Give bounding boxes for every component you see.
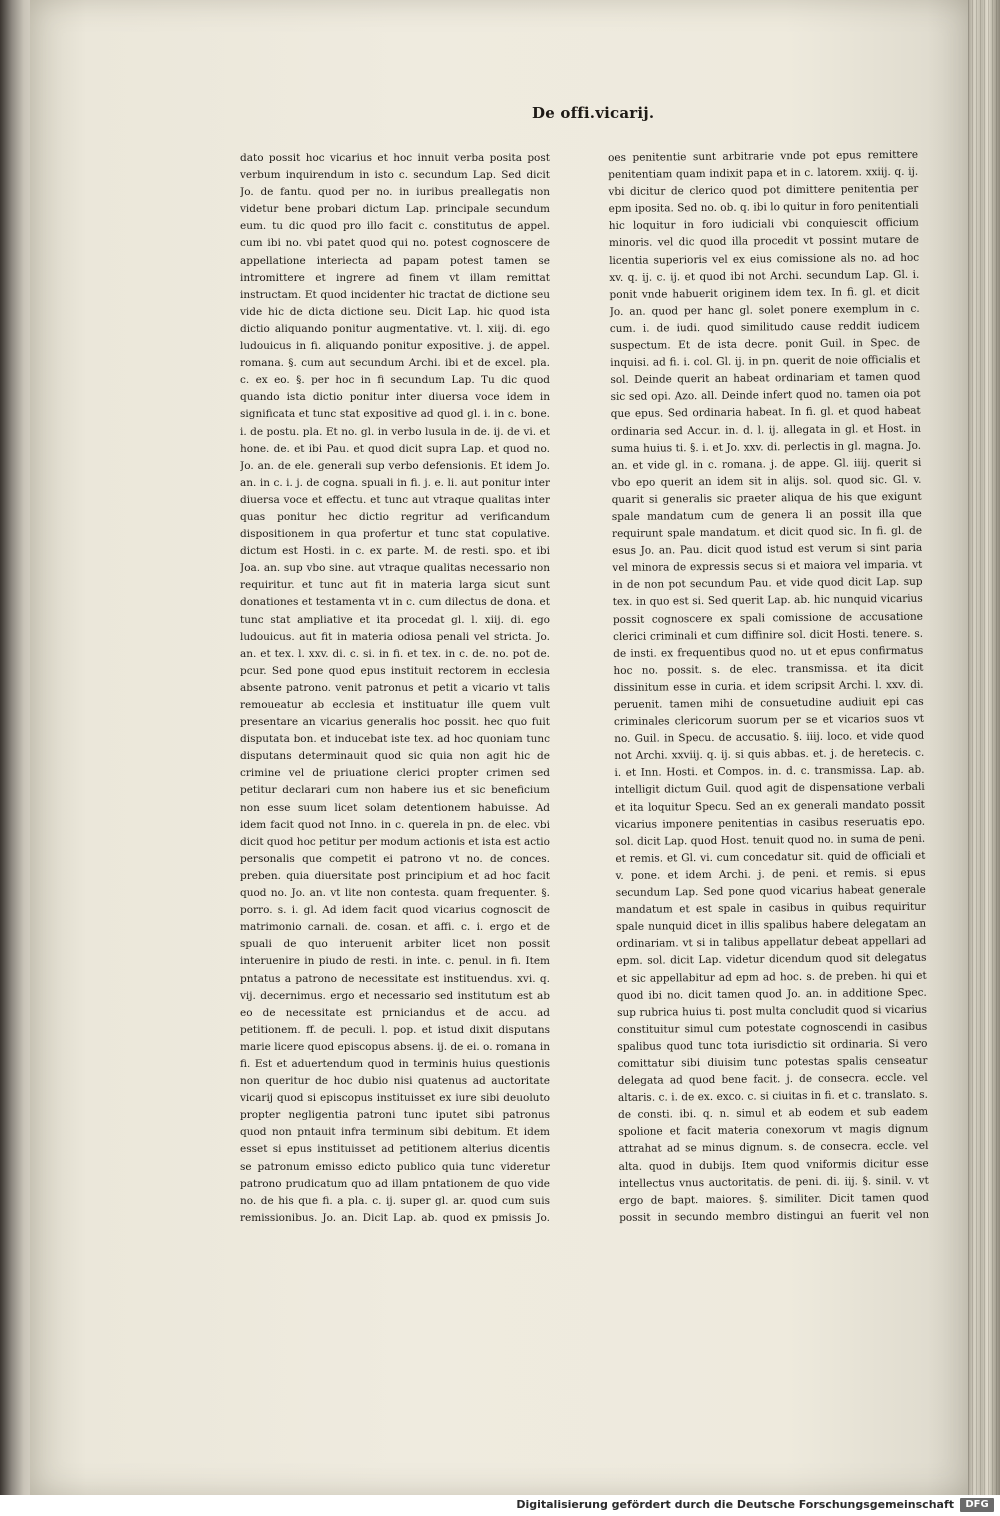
running-head: De offi.vicarij.: [532, 104, 655, 122]
right-column-text: [608, 147, 929, 1225]
book-fore-edge: [968, 0, 1000, 1495]
footer-bar: [0, 1495, 1000, 1516]
text-column-left: [240, 150, 550, 1225]
funding-credit: Digitalisierung gefördert durch die Deutsche Forschungsgemeinschaft: [516, 1498, 954, 1511]
right-column-body: oes penitentie sunt arbitrarie vnde pot epus remittere penitentiam quam indixit papa et in c. latorem. xxiij. q. ij. vbi dicitur de clerico quod pot dimittere penitentia per epm iposita. Sed no. ob. q. ibi lo quitur in foro penitentiali hic loquitur in foro iudiciali vbi conquiescit officium minoris. vel dic quod illa procedit vt possint mutare de licentia superioris vel ex eius comissione als no. ad hoc xv. q. ij. c. ij. et quod ibi not Archi. secundum Lap. Gl. i. ponit vnde habuerit originem idem tex. In fi. gl. et dicit Jo. an. quod per hanc gl. solet ponere exemplum in c. cum. i. de iudi. quod similitudo cause reddit iudicem suspectum. Et de ista decre. ponit Guil. in Spec. de inquisi. ad fi. i. col. Gl. ij. in pn. querit de noie officialis et sol. Deinde querit an habeat ordinariam et tamen quod sic sed opi. Azo. all. Deinde infert quod no. tamen oia pot que epus. Sed ordinaria habeat. In fi. gl. et quod habeat ordinaria sed Accur. in. d. l. ij. allegata in gl. et Host. in suma huius ti. §. i. et Jo. xxv. di. perlectis in gl. magna. Jo. an. et vide gl. in c. romana. j. de appe. Gl. iiij. querit si vbo epo querit an idem sit in alijs. sol. quod sic. Gl. v. quarit si generalis sic praeter aliqua de his que exigunt spale mandatum cum de genera li an possit illa que requirunt spale mandatum. et dicit quod sic. In fi. gl. de esus Jo. an. Pau. dicit quod istud est verum si sint paria vel minora de expressis secus si et maiora vel imparia. vt in de non pot secundum Pau. et vide quod dicit Lap. sup tex. in quo est si. Sed querit Lap. ab. hic nunquid vicarius possit cognoscere ex spali comissione de accusatione clerici criminali et cum diffinire sol. dicit Hosti. tenere. s. de insti. ex frequentibus quod no. ut et epus confirmatus hoc no. possit. s. de elec. transmissa. et ita dicit dissinitum esse in curia. et idem scripsit Archi. l. xxv. di. peruenit. tamen mihi de consuetudine audiuit epi cas criminales clericorum suorum per se et vicarios suos vt no. Guil. in Specu. de accusatio. §. iiij. loco. et vide quod not Archi. xxviij. q. ij. si quis abbas. et. j. de heretecis. c. i. et Inn. Hosti. et Compos. in. d. c. transmissa. Lap. ab. intelligit dictum Guil. quod agit de dispensatione verbali et ita loquitur Specu. Sed an ex generali mandato possit vicarius imponere penitentias in casibus reseruatis epo. sol. dicit Lap. quod Host. tenuit quod no. in suma de peni. et remis. et Gl. vi. cum concedatur sit. quid de officiali et v. pone. et idem Archi. j. de peni. et remis. si epus secundum Lap. Sed pone quod vicarius habeat generale mandatum et est spale in casibus in quibus requiritur spale nunquid dicet in illis spalibus habere delegatam an ordinariam. vt si in talibus appellatur debeat appellari ad epm. sol. dicit Lap. videtur dicendum quod sit delegatus et sic appellabitur ad epm ad hoc. s. de preben. hi qui et quod ibi no. dicit tamen quod Jo. an. in additione Spec. sup rubrica huius ti. post multa concludit quod si vicarius constituitur simul cum potestate cognoscendi in casibus spalibus quod tunc tota iurisdictio sit ordinaria. Si vero comittatur sibi diuisim tunc potestas spalis censeatur delegata ad quod bene facit. j. de consecra. eccle. vel altaris. c. i. de ex. exco. c. si ciuitas in fi. et c. translato. s. de consti. ibi. q. n. simul et ab eodem et sub eadem spolione et facit materia conexorum vt magis dignum attrahat ad se minus dignum. s. de consecra. eccle. vel alta. quod in dubijs. Item quod vniformis dicitur esse intellectus vnus auctoritatis. de peni. di. iij. §. sinil. v. vt ergo de bapt. maiores. §. similiter. Dicit tamen quod possit in secundo membro distingui an fuerit vel non: [608, 148, 930, 1224]
dfg-logo-icon: [960, 1498, 994, 1512]
left-column-text: dato possit hoc vicarius et hoc innuit verba posita post verbum inquirendum in isto c. secundum Lap. Sed dicit Jo. de fantu. quod per no. in iuribus preallegatis non videtur bene probari dictum Lap. principale secundum eum. tu dic quod pro illo facit c. constitutus de appel. cum ibi no. vbi patet quod qui no. potest cognoscere de appellatione interiecta ad papam potest tamen se intromittere et ingrere ad finem vt illam remittat instructam. Et quod incidenter hic tractat de dictione seu vide hic de dicta dictione seu. Dicit Lap. hic quod ista dictio aliquando ponitur augmentative. vt. l. xiij. di. ego ludouicus in fi. aliquando ponitur expositive. j. de appel. romana. §. cum aut secundum Archi. ibi et de excel. pla. c. ex eo. §. per hoc in fi secundum Lap. Tu dic quod quando ista dictio ponitur inter diuersa voce idem in significata et tunc stat expositive ad quod gl. i. in c. bone. i. de postu. pla. Et no. gl. in verbo lusula in de. ij. de vi. et hone. de. et ibi Pau. et quod dicit supra Lap. et quod no. Jo. an. de ele. generali sup verbo defensionis. Et idem Jo. an. in c. i. j. de cogna. spuali in fi. j. e. li. aut ponitur inter diuersa voce et effectu. et tunc aut vtraque qualitas inter quas ponitur hec dictio regritur ad verificandum dispositionem in qua profertur et tunc stat copulative. dictum est Hosti. in c. ex parte. M. de resti. spo. et ibi Joa. an. sup vbo sine. aut vtraque qualitas necessario non requiritur. et tunc aut fit in materia larga sicut sunt donationes et testamenta vt in c. cum dilectus de dona. et tunc stat ampliative et ita procedat gl. l. xiij. di. ego ludouicus. aut fit in materia odiosa penali vel stricta. Jo. an. et tex. l. xxv. di. c. si. in fi. et tex. in c. de. no. pot de. pcur. Sed pone quod epus instituit rectorem in ecclesia absente patrono. venit patronus et petit a vicario vt talis remoueatur ab ecclesia et instituatur ille quem vult presentare an vicarius generalis hoc possit. hec quo fuit disputata bon. et inducebat iste tex. ad hoc quoniam tunc disputans determinauit quod sic quia non agit hic de crimine vel de priuatione clerici propter crimen sed petitur declarari cum non habere ius et sic beneficium non esse suum licet solam detentionem habuisse. Ad idem facit quod not Inno. in c. querela in pn. de elec. vbi dicit quod hoc petitur per modum actionis et ista est actio personalis que competit ei patrono vt no. de conces. preben. quia diuersitate post principium et ad hoc facit quod no. Jo. an. vt lite non contesta. quam frequenter. §. porro. s. i. gl. Ad idem facit quod vicarius cognoscit de matrimonio carnali. de. cosan. et affi. c. i. ergo et de spuali de quo interuenit arbiter licet non possit interuenire in piudo de resti. in inte. c. penul. in fi. Item pntatus a patrono de necessitate est instituendus. xvi. q. vij. decernimus. ergo et necessario sed institutum est ab eo de necessitate est prniciandus et de accu. ad petitionem. ff. de peculi. l. pop. et istud dixit disputans marie licere quod episcopus absens. ij. de ei. o. romana in fi. Est et aduertendum quod in terminis huius questionis non queritur de hoc dubio nisi quatenus ad auctoritate vicarij quod si episcopus instituisset ex iure sibi deuoluto propter negligentia patroni tunc iputet sibi patronus quod non pntauit infra terminum sibi debitum. Et idem esset si epus instituisset ad petitionem alterius dicentis se patronum emisso edicto publico quia tunc videretur patrono prudicatum quo ad illam pntationem de quo vide no. de his que fi. a pla. c. ij. super gl. ar. quod cum suis remissionibus. Jo. an. Dicit Lap. ab. quod ex pmissis Jo.: [240, 152, 550, 1224]
dfg-logo-text: DFG: [965, 1499, 989, 1510]
text-column-right: [608, 147, 929, 1225]
